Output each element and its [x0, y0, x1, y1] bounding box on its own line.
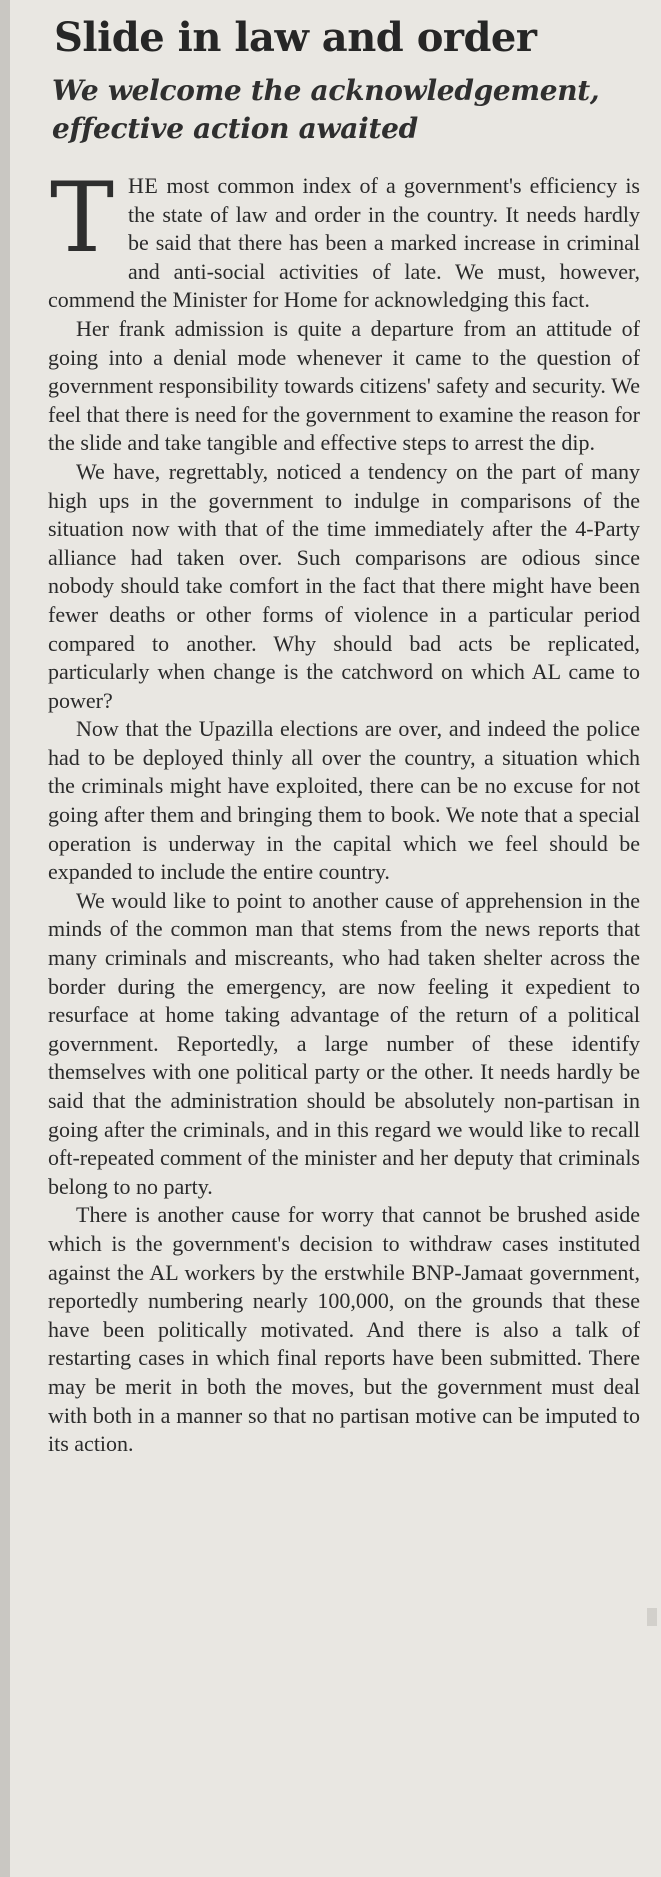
paragraph-6: There is another cause for worry that cannot be brushed aside which is the government's decision to withdraw cases instituted against the AL workers by the erstwhile BNP-Jamaat government, reportedly numbering nearly 100,000, on the grounds that these have been politically motivated. And there is also a talk of restarting cases in which final reports have been submitted. There may be merit in both the moves, but the government must deal with both in a manner so that no partisan motive can be imputed to its action.	[48, 1202, 640, 1457]
paragraph-1-text: most common index of a government's efficiency is the state of law and order in the country. It needs hardly be said that there has been a marked increase in criminal and anti-social activities of late. We must, however, commend the Minister for Home for acknowledging this fact.	[48, 173, 640, 313]
paragraph-2: Her frank admission is quite a departure from an attitude of going into a denial mode whenever it came to the question of government responsibility towards citizens' safety and security. We feel that there is need for the government to examine the reason for the slide and take tangible and effective steps to arrest the dip.	[48, 315, 640, 456]
paragraph-3: We have, regrettably, noticed a tendency on the part of many high ups in the government to indulge in comparisons of the situation now with that of the time immediately after the 4-Party alliance had taken over. Such comparisons are odious since nobody should take comfort in the fact that there might have been fewer deaths or other forms of violence in a particular period compared to another. Why should bad acts be replicated, particularly when change is the catchword on which AL came to power?	[48, 458, 640, 713]
page-edge-mark	[647, 1608, 657, 1626]
headline: Slide in law and order	[54, 14, 537, 61]
editorial-body	[48, 162, 640, 1459]
drop-cap: T	[50, 162, 115, 274]
subheadline: We welcome the acknowledgement, effective action awaited	[52, 74, 600, 145]
paragraph-5: We would like to point to another cause of apprehension in the minds of the common man that stems from the news reports that many criminals and miscreants, who had taken shelter across the border during the emergency, are now feeling it expedient to resurface at home taking advantage of the return of a political government. Reportedly, a large number of these identify themselves with one political party or the other. It needs hardly be said that the administration should be absolutely non-partisan in going after the criminals, and in this regard we would like to recall oft-repeated comment of the minister and her deputy that criminals belong to no party.	[48, 887, 640, 1199]
paragraph-4: Now that the Upazilla elections are over, and indeed the police had to be deployed thinly all over the country, a situation which the criminals might have exploited, there can be no excuse for not going after them and bringing them to book. We note that a special operation is underway in the capital which we feel should be expanded to include the entire country.	[48, 716, 640, 885]
paragraph-1	[48, 162, 640, 315]
lead-in: HE	[128, 173, 159, 198]
